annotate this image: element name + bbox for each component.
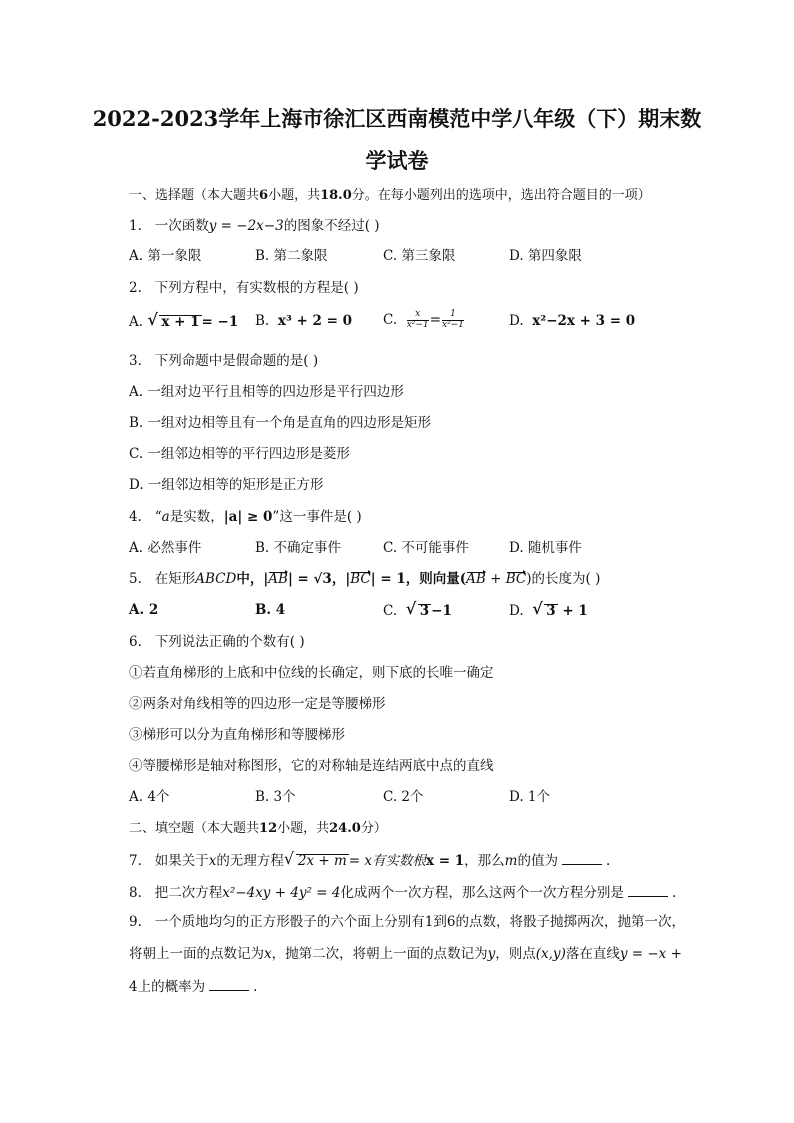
q9-y: y [487,946,496,962]
q4-after: ”这一事件是( ) [272,509,362,525]
q7-x: x [208,853,217,869]
q9-line3a: 4 [129,979,138,995]
q6-statement-3: ③梯形可以分为直角梯形和等腰梯形 [129,727,345,743]
q5-d-radicand: 3 [546,603,556,619]
q9-line3 [129,979,257,995]
exam-title-line2: 学试卷 [365,148,429,173]
q5-option-a: A. 2 [129,602,159,618]
q1-option-c: C. 第三象限 [383,248,456,264]
q2-option-b [255,315,352,329]
q5-vector-bc: BC [350,571,371,587]
q5-d-rest: + 1 [557,603,588,619]
q8-end: . [671,885,677,901]
q9-point: (x,y) [535,946,566,962]
q6-statement-4: ④等腰梯形是轴对称图形，它的对称轴是连结两底中点的直线 [129,758,494,774]
q2-c-num2: 1 [442,310,464,321]
q9-line2c: ，则点 [495,946,536,962]
q9-line-eq: y = −x + [619,946,682,962]
q4-option-b: B. 不确定事件 [255,540,342,556]
q1-option-b: B. 第二象限 [255,248,328,264]
question-number: 9. [129,914,142,930]
section1-header [129,189,651,202]
section1-name: 一、选择题 [129,188,195,203]
q5-c-radicand: 3 [419,603,430,619]
q2-option-a [129,315,238,330]
question-number: 3. [129,353,142,369]
q5-vector-bc-2: BC [505,571,527,587]
q9-end: . [253,979,258,995]
q2-text: 下列方程中，有实数根的方程是( ) [154,280,359,296]
question-4 [129,511,362,525]
answer-blank[interactable] [209,979,249,991]
q7-p6: 的值为 [517,853,558,869]
q5-p3: | = √3，| [287,571,351,587]
q7-p3: = x有实数根 [348,853,427,869]
q7-p2: 的无理方程 [216,853,284,869]
q6-option-c: C. 2个 [383,789,424,805]
question-6 [129,636,305,650]
q9-line2b: ，抛第二次，将朝上一面的点数记为 [271,946,488,962]
question-8 [129,885,676,901]
q7-p4: x = 1 [426,853,465,869]
section1-desc3: 分。在每小题列出的选项中，选出符合题目的一项） [351,188,651,203]
q9-line2a: 将朝上一面的点数记为 [129,946,264,962]
section1-count: 6 [259,188,269,203]
option-label: B. [255,313,270,329]
section1-desc2: 小题，共 [268,188,321,203]
q5-p1: 在矩形 [154,571,196,587]
question-number: 2. [129,280,142,296]
q1-suffix: 的图象不经过( ) [283,218,380,234]
q5-option-c [383,604,452,619]
q4-expr: |a| ≥ 0 [223,509,273,525]
q2-option-d [509,315,635,329]
question-3 [129,355,318,369]
option-label: A. [129,314,144,330]
section1-score: 18.0 [320,188,352,203]
q3-option-a: A. 一组对边平行且相等的四边形是平行四边形 [129,384,404,400]
q7-end: . [605,853,611,869]
q5-c-rest: −1 [431,603,452,619]
option-label: C. [383,311,398,328]
question-number: 4. [129,509,142,525]
q2-c-den2: x²−1 [442,319,464,330]
q4-var: a [161,509,170,525]
section2-count: 12 [259,821,278,836]
q6-option-d: D. 1个 [509,789,551,805]
q2-a-rest: = −1 [201,314,239,330]
question-number: 8. [129,885,142,901]
q9-line3b: 上的概率为 [137,979,206,995]
q9-line2 [129,948,682,962]
question-2 [129,282,359,296]
q4-option-c: C. 不可能事件 [383,540,469,556]
q2-d-expr: x²−2x + 3 = 0 [532,313,636,329]
section2-name: 二、填空题 [129,821,195,836]
q5-option-d [509,604,588,619]
q9-line2d: 落在直线 [565,946,620,962]
q5-option-b: B. 4 [255,602,286,618]
section2-desc3: 分） [360,821,387,836]
q5-p6: )的长度为( ) [526,571,601,587]
q2-a-radicand: x + 1 [161,314,200,330]
question-5 [129,573,600,587]
option-label: D. [509,603,524,619]
q3-option-d: D. 一组邻边相等的矩形是正方形 [129,477,324,493]
q7-p1: 如果关于 [154,853,209,869]
q7-m: m [504,853,518,869]
q9-line1: 一个质地均匀的正方形骰子的六个面上分别有1到6的点数，将骰子抛掷两次，抛第一次， [154,914,685,930]
option-label: D. [509,313,524,329]
q3-option-c: C. 一组邻边相等的平行四边形是菱形 [129,446,350,462]
q8-expr: x²−4xy + 4y² = 4 [222,885,341,901]
question-9 [129,916,685,930]
q7-p5: ，那么 [464,853,505,869]
q2-c-num1: x [407,310,429,321]
q1-prefix: 一次函数 [154,218,209,234]
option-label: C. [383,603,398,619]
question-number: 5. [129,571,142,587]
q4-mid: 是实数， [169,509,224,525]
q6-text: 下列说法正确的个数有( ) [154,634,305,650]
q5-p2: 中，| [236,571,269,587]
q7-radicand: 2x + m [297,853,347,869]
q2-option-c [383,310,465,331]
question-number: 7. [129,853,142,869]
question-1 [129,220,380,234]
q6-statement-1: ①若直角梯形的上底和中位线的长确定，则下底的长唯一确定 [129,665,494,681]
q2-b-expr: x³ + 2 = 0 [277,313,352,329]
section2-header [129,822,387,835]
q5-p4: | = 1，则向量( [370,571,467,587]
q1-expr: y = −2x−3 [208,218,284,234]
section2-desc2: 小题，共 [277,821,330,836]
answer-blank[interactable] [562,853,602,865]
section1-desc: （本大题共 [194,188,260,203]
q4-option-a: A. 必然事件 [129,540,202,556]
q1-option-d: D. 第四象限 [509,248,582,264]
q5-vector-ab: AB [268,571,288,587]
q3-text: 下列命题中是假命题的是( ) [154,353,319,369]
q8-p1: 把二次方程 [154,885,223,901]
q3-option-b: B. 一组对边相等且有一个角是直角的四边形是矩形 [129,415,432,431]
section2-score: 24.0 [329,821,361,836]
q6-option-b: B. 3个 [255,789,296,805]
q5-rect: ABCD [195,571,237,587]
question-number: 1. [129,218,142,234]
q5-vector-ab-2: AB [466,571,486,587]
q4-option-d: D. 随机事件 [509,540,582,556]
section2-desc: （本大题共 [194,821,260,836]
q5-p5: + [485,571,506,587]
exam-title-line1: 2022-2023学年上海市徐汇区西南模范中学八年级（下）期末数 [92,106,702,131]
q1-option-a: A. 第一象限 [129,248,202,264]
q9-x: x [264,946,272,962]
question-7 [129,853,610,869]
question-number: 6. [129,634,142,650]
q8-p2: 化成两个一次方程，那么这两个一次方程分别是 [340,885,624,901]
q6-statement-2: ②两条对角线相等的四边形一定是等腰梯形 [129,696,386,712]
q4-quote-open: “ [154,509,162,525]
q2-c-den1: x²−1 [406,319,429,330]
answer-blank[interactable] [628,885,668,897]
q6-option-a: A. 4个 [129,789,170,805]
q2-c-eq: = [429,311,441,328]
